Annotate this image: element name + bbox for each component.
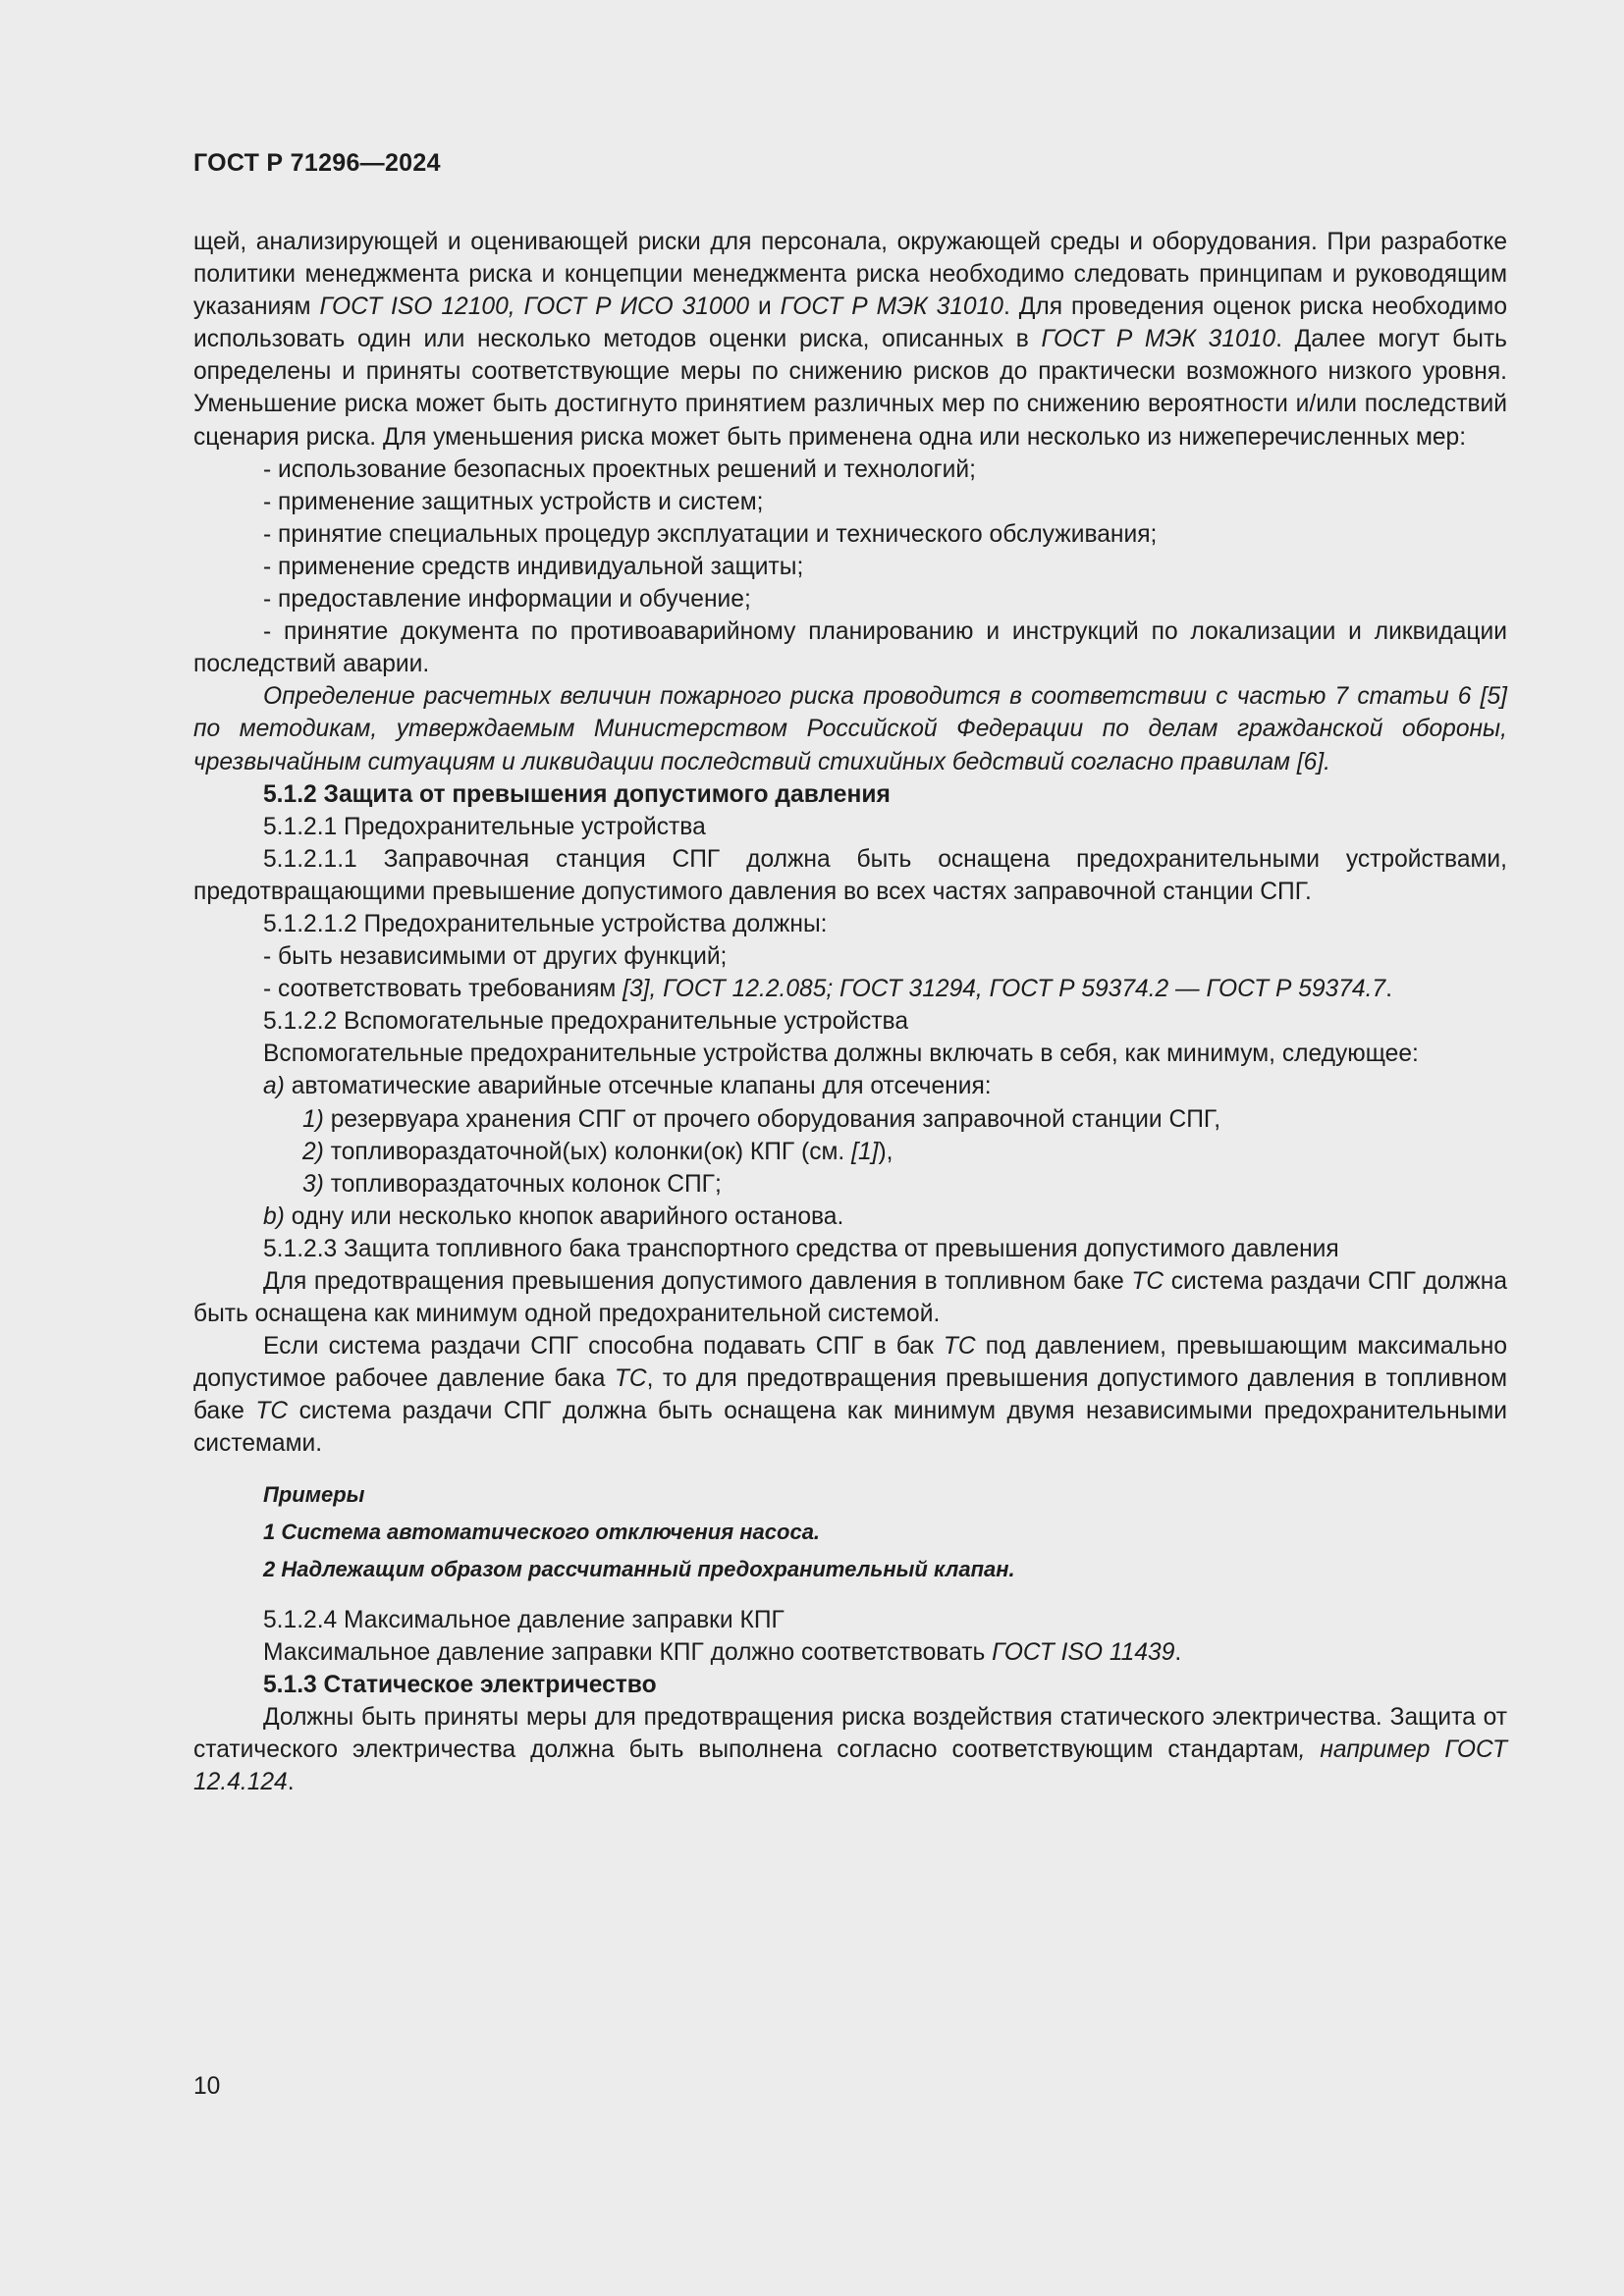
text-run: . [1385,976,1392,1003]
text-run: одну или несколько кнопок аварийного останова. [284,1202,844,1230]
text-run: под давлением, превышающим максимально допустимое рабочее давление бака [193,1333,1508,1393]
sub-item-2 [193,1136,1507,1168]
text-run: . Для проведения оценок риска необходимо использовать один или несколько методов оценки риска, описанных в [193,294,1508,353]
text-run: система раздачи СПГ должна быть оснащена как минимум двумя независимыми предохранительными системами. [193,1398,1507,1458]
fire-risk-paragraph: Определение расчетных величин пожарного риска проводится в соответствии с частью 7 статьи 6 [5] по методикам, утверждаемым Министерством Российской Федерации по делам гражданской обороны, чрезвычайным ситуациям и ликвидации последствий стихийных бедствий согласно правилам [6]. [193,683,1507,775]
text-run: Для предотвращения превышения допустимого давления в топливном баке [263,1268,1132,1295]
subsection-heading-5-1-2-2: 5.1.2.2 Вспомогательные предохранительные устройства [263,1008,909,1036]
vehicle-tank-paragraph-1 [193,1265,1507,1330]
text-run: Если система раздачи СПГ способна подавать СПГ в бак [263,1333,944,1361]
list-item-a [193,1070,1507,1102]
static-electricity-paragraph [193,1701,1507,1798]
requirement-item [193,973,1507,1005]
text-run: - соответствовать требованиям [263,976,623,1003]
abbreviation: ТС [614,1365,647,1393]
list-label: 3) [302,1170,324,1198]
standard-reference: , например ГОСТ 12.4.124 [193,1735,1507,1796]
text-run: система раздачи СПГ должна быть оснащена как минимум одной предохранительной системой. [193,1268,1507,1328]
list-item-b [193,1201,1507,1233]
text-run: топливораздаточной(ых) колонки(ок) КПГ (см. [323,1138,852,1165]
subsection-heading-5-1-2-4: 5.1.2.4 Максимальное давление заправки КПГ [263,1606,785,1633]
risk-management-paragraph [193,226,1507,454]
abbreviation: ТС [255,1398,289,1425]
text-run: . Далее могут быть определены и приняты соответствующие меры по снижению рисков до практически возможного низкого уровня. Уменьшение риска может быть достигнуто принятием различных мер по снижению вероятности и/или последствий сценария риска. Для уменьшения риска может быть применена одна или несколько из нижеперечисленных мер: [193,326,1507,451]
text-run: щей, анализирующей и оценивающей риски для персонала, окружающей среды и оборудования. При разработке политики менеджмента риска и концепции менеджмента риска необходимо следовать принципам и руководящим указаниям [193,229,1507,321]
measure-item: - принятие специальных процедур эксплуатации и технического обслуживания; [263,520,1158,548]
text-run: топливораздаточных колонок СПГ; [323,1170,722,1198]
standard-reference: ГОСТ ISO 12100, ГОСТ Р ИСО 31000 [319,294,750,321]
standard-reference: [3], ГОСТ 12.2.085; ГОСТ 31294, ГОСТ Р 59374.2 — ГОСТ Р 59374.7 [623,976,1386,1003]
clause-5-1-2-1-2: 5.1.2.1.2 Предохранительные устройства должны: [263,910,828,937]
list-label: 1) [302,1105,324,1133]
clause-5-1-2-1-1: 5.1.2.1.1 Заправочная станция СПГ должна быть оснащена предохранительными устройствами, предотвращающими превышение допустимого давления во всех частях заправочной станции СПГ. [193,845,1507,905]
standard-reference: ГОСТ Р МЭК 31010 [780,294,1003,321]
document-header: ГОСТ Р 71296—2024 [193,149,441,177]
abbreviation: ТС [1131,1268,1164,1295]
examples-block [193,1476,1507,1588]
measure-item: - применение средств индивидуальной защиты; [263,553,804,580]
text-run: Максимальное давление заправки КПГ должно соответствовать [263,1638,993,1666]
vehicle-tank-paragraph-2 [193,1330,1507,1460]
text-run: . [287,1769,295,1796]
standard-reference: ГОСТ Р МЭК 31010 [1041,326,1276,353]
standard-reference: ГОСТ ISO 11439 [992,1638,1175,1666]
measure-item: - принятие документа по противоаварийному планированию и инструкций по локализации и ликвидации последствий аварии. [193,618,1507,678]
auxiliary-devices-paragraph: Вспомогательные предохранительные устройства должны включать в себя, как минимум, следующее: [263,1041,1419,1068]
examples-title: Примеры [263,1481,365,1507]
example-item: 1 Система автоматического отключения насоса. [263,1519,821,1544]
list-label: b) [263,1202,285,1230]
abbreviation: ТС [943,1333,976,1361]
section-heading-5-1-3: 5.1.3 Статическое электричество [263,1671,657,1698]
page-number: 10 [193,2073,221,2100]
list-label: а) [263,1073,285,1100]
list-label: 2) [302,1138,324,1165]
text-run: . [1174,1638,1182,1666]
sub-item-1 [193,1103,1507,1136]
reference: [1] [851,1138,879,1165]
example-item: 2 Надлежащим образом рассчитанный предохранительный клапан. [263,1556,1015,1581]
page-content [193,226,1507,1798]
measure-item: - применение защитных устройств и систем; [263,488,764,515]
text-run: Должны быть приняты меры для предотвращения риска воздействия статического электричества. Защита от статического электричества должна быть выполнена согласно соответствующим стандартам [193,1703,1507,1763]
subsection-heading-5-1-2-3: 5.1.2.3 Защита топливного бака транспортного средства от превышения допустимого давления [263,1235,1339,1262]
sub-item-3 [193,1168,1507,1201]
text-run: и [749,294,781,321]
subsection-heading-5-1-2-1: 5.1.2.1 Предохранительные устройства [263,813,706,840]
text-run: ), [878,1138,893,1165]
text-run: резервуара хранения СПГ от прочего оборудования заправочной станции СПГ, [323,1105,1221,1133]
measure-item: - предоставление информации и обучение; [263,586,751,614]
text-run: , то для предотвращения превышения допустимого давления в топливном баке [193,1365,1507,1425]
measure-item: - использование безопасных проектных решений и технологий; [263,455,976,483]
section-heading-5-1-2: 5.1.2 Защита от превышения допустимого давления [263,780,891,808]
text-run: автоматические аварийные отсечные клапаны для отсечения: [284,1073,992,1100]
requirement-item: - быть независимыми от других функций; [263,943,728,971]
max-pressure-paragraph [193,1636,1507,1669]
